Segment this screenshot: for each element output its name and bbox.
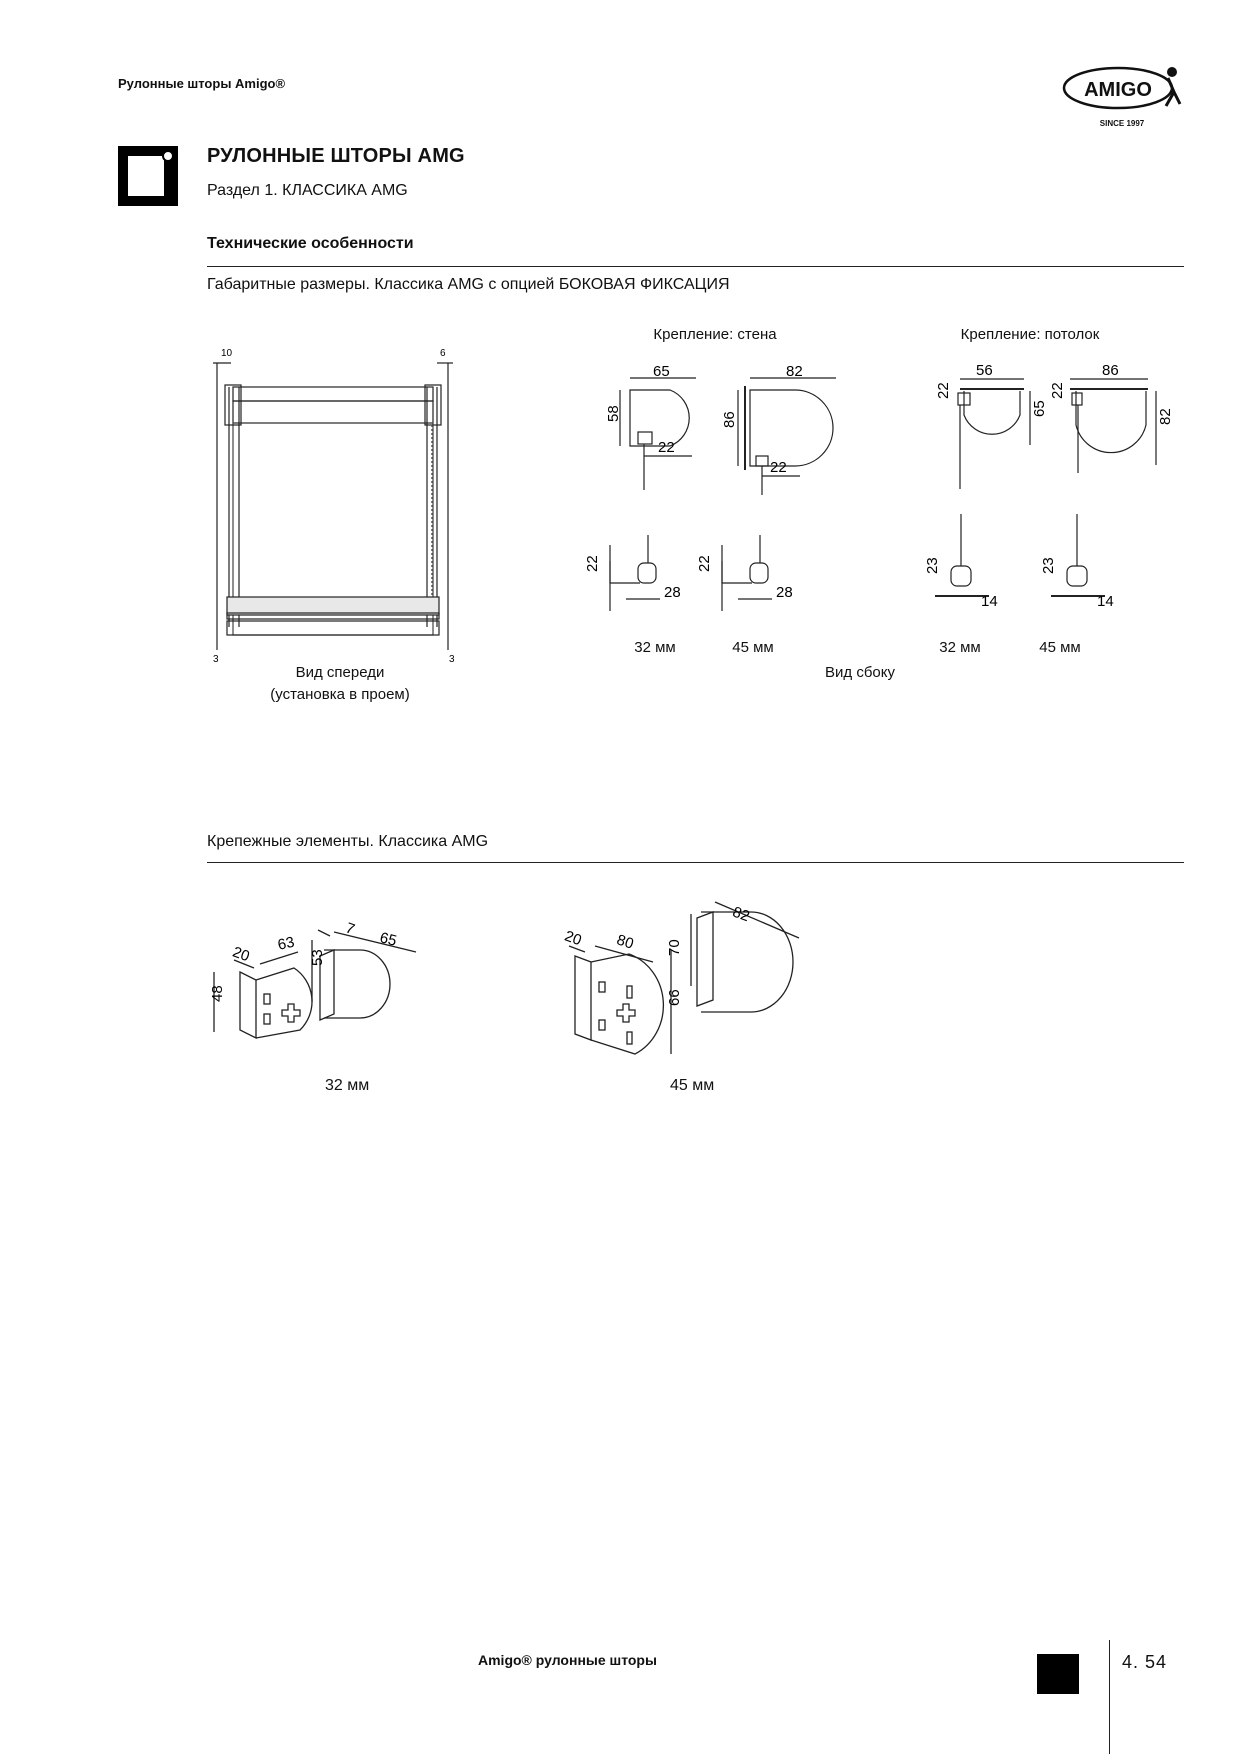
front-view-label: Вид спереди bbox=[295, 664, 385, 681]
ceil32-bottom-width: 14 bbox=[981, 593, 998, 610]
wall-size-32: 32 мм bbox=[634, 639, 676, 656]
wall-mount-bottom-drawing bbox=[580, 525, 820, 615]
ceil45-bottom-width: 14 bbox=[1097, 593, 1114, 610]
b45-height: 66 bbox=[666, 989, 683, 1006]
page-subtitle: Раздел 1. КЛАССИКА AMG bbox=[207, 182, 408, 199]
ceil32-bottom-height: 23 bbox=[924, 557, 941, 574]
dim-bottom-left: 3 bbox=[213, 654, 219, 665]
side-view-label: Вид сбоку bbox=[825, 664, 895, 681]
wall45-width: 82 bbox=[786, 363, 803, 380]
ceil45-height: 82 bbox=[1157, 408, 1174, 425]
wall-size-45: 45 мм bbox=[732, 639, 774, 656]
wall32-bottom-height: 22 bbox=[584, 555, 601, 572]
ceiling-size-45: 45 мм bbox=[1039, 639, 1081, 656]
wall32-bottom-width: 28 bbox=[664, 584, 681, 601]
divider bbox=[207, 862, 1184, 863]
bracket-32-drawing bbox=[200, 910, 440, 1060]
front-view-drawing bbox=[205, 345, 465, 690]
dim-bottom-right: 3 bbox=[449, 654, 455, 665]
b32-height: 48 bbox=[209, 985, 226, 1002]
b32-cap-height: 53 bbox=[309, 949, 326, 966]
ceil45-top: 22 bbox=[1049, 382, 1066, 399]
ceiling-mount-bottom-drawing bbox=[915, 510, 1145, 614]
b45-depth: 80 bbox=[614, 931, 636, 953]
wall-mount-title: Крепление: стена bbox=[653, 326, 777, 343]
wall32-offset: 22 bbox=[658, 439, 675, 456]
b45-cap-height: 70 bbox=[666, 939, 683, 956]
wall45-bottom-width: 28 bbox=[776, 584, 793, 601]
section-icon bbox=[118, 146, 178, 206]
section-title: Технические особенности bbox=[207, 235, 414, 252]
divider bbox=[207, 266, 1184, 267]
wall45-height: 86 bbox=[721, 411, 738, 428]
wall32-height: 58 bbox=[605, 405, 622, 422]
b45-width: 20 bbox=[562, 927, 584, 950]
amigo-logo bbox=[1060, 62, 1185, 130]
fasteners-caption: Крепежные элементы. Классика AMG bbox=[207, 833, 489, 850]
wall32-width: 65 bbox=[653, 363, 670, 380]
b32-depth: 63 bbox=[276, 933, 296, 954]
bracket-32-label: 32 мм bbox=[325, 1077, 370, 1094]
dim-top-right: 6 bbox=[440, 348, 446, 359]
page-number: 4. 54 bbox=[1122, 1652, 1168, 1672]
b45-cap-depth: 82 bbox=[730, 903, 752, 926]
wall-mount-side-drawing bbox=[600, 360, 870, 500]
ceiling-mount-title: Крепление: потолок bbox=[960, 326, 1100, 343]
dim-top-left: 10 bbox=[221, 348, 233, 359]
ceil45-width: 86 bbox=[1102, 362, 1119, 379]
b32-cap-width: 7 bbox=[343, 919, 357, 939]
ceil32-top: 22 bbox=[935, 382, 952, 399]
dimensions-caption: Габаритные размеры. Классика AMG с опцией БОКОВАЯ ФИКСАЦИЯ bbox=[207, 276, 730, 293]
bracket-45-label: 45 мм bbox=[670, 1077, 715, 1094]
logo-text: AMIGO bbox=[1084, 79, 1152, 101]
front-view-sublabel: (установка в проем) bbox=[270, 686, 410, 703]
header-brand: Рулонные шторы Amigo® bbox=[118, 76, 286, 91]
bracket-45-drawing bbox=[555, 890, 815, 1070]
b32-cap-depth: 65 bbox=[378, 929, 399, 950]
b32-width: 20 bbox=[230, 943, 252, 966]
footer-marker bbox=[1037, 1654, 1079, 1694]
footer-brand: Amigo® рулонные шторы bbox=[478, 1652, 657, 1668]
ceil32-width: 56 bbox=[976, 362, 993, 379]
ceiling-size-32: 32 мм bbox=[939, 639, 981, 656]
wall45-bottom-height: 22 bbox=[696, 555, 713, 572]
ceil45-bottom-height: 23 bbox=[1040, 557, 1057, 574]
logo-since: SINCE 1997 bbox=[1099, 119, 1145, 128]
wall45-offset: 22 bbox=[770, 459, 787, 476]
ceiling-mount-side-drawing bbox=[920, 355, 1180, 495]
footer-divider bbox=[1109, 1640, 1110, 1754]
ceil32-height: 65 bbox=[1031, 400, 1048, 417]
page-title: РУЛОННЫЕ ШТОРЫ AMG bbox=[207, 145, 465, 167]
